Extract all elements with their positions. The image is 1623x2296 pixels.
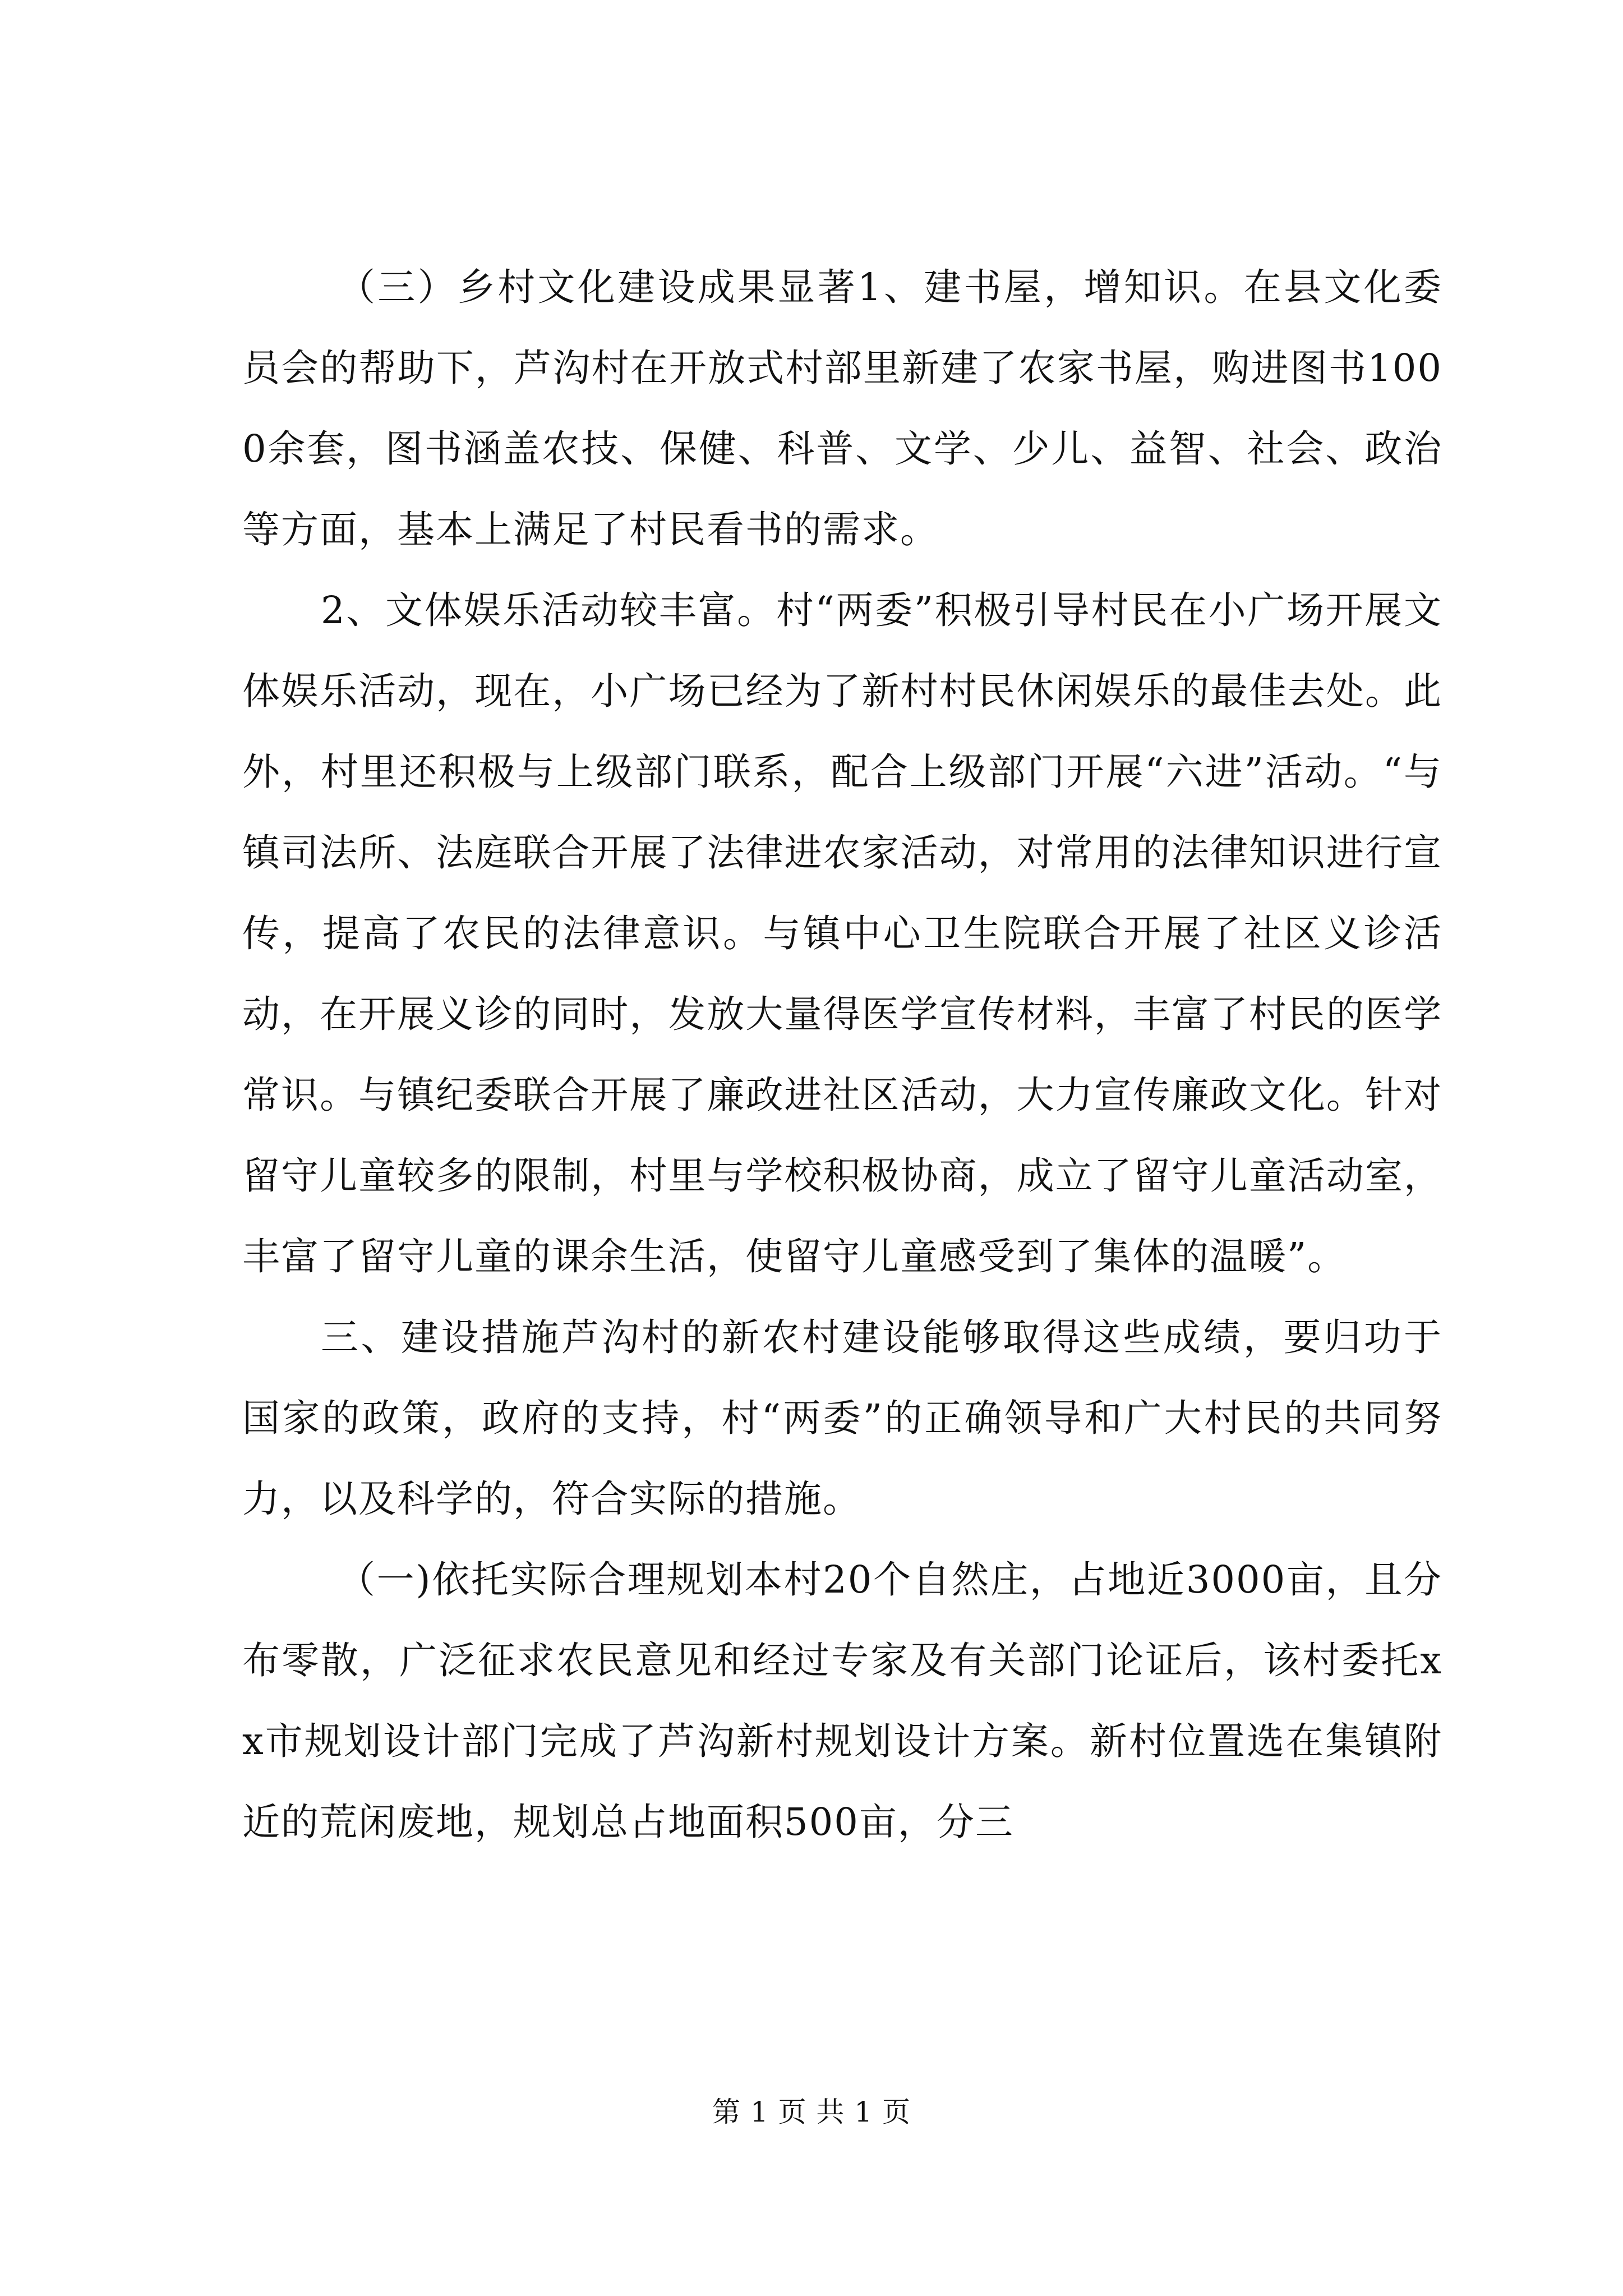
paragraph-recreation-activities: 2、文体娱乐活动较丰富。村“两委”积极引导村民在小广场开展文体娱乐活动，现在，小广场已经为了新村村民休闲娱乐的最佳去处。此外，村里还积极与上级部门联系，配合上级部门开展“六进”活动。“与镇司法所、法庭联合开展了法律进农家活动，对常用的法律知识进行宣传，提高了农民的法律意识。与镇中心卫生院联合开展了社区义诊活动，在开展义诊的同时，发放大量得医学宣传材料，丰富了村民的医学常识。与镇纪委联合开展了廉政进社区活动，大力宣传廉政文化。针对留守儿童较多的限制，村里与学校积极协商，成立了留守儿童活动室，丰富了留守儿童的课余生活，使留守儿童感受到了集体的温暖”。 [242,588,1442,1278]
paragraph-cultural-construction: （三）乡村文化建设成果显著1、建书屋，增知识。在县文化委员会的帮助下，芦沟村在开放式村部里新建了农家书屋，购进图书1000余套，图书涵盖农技、保健、科普、文学、少儿、益智、社会、政治等方面，基本上满足了村民看书的需求。 [242,265,1442,551]
paragraph-construction-measures: 三、建设措施芦沟村的新农村建设能够取得这些成绩，要归功于国家的政策，政府的支持，村“两委”的正确领导和广大村民的共同努力，以及科学的，符合实际的措施。 [242,1315,1442,1521]
paragraph-planning: （一)依托实际合理规划本村20个自然庄，占地近3000亩，且分布零散，广泛征求农民意见和经过专家及有关部门论证后，该村委托xx市规划设计部门完成了芦沟新村规划设计方案。新村位置选在集镇附近的荒闲废地，规划总占地面积500亩，分三 [242,1558,1442,1844]
page-number-footer: 第 1 页 共 1 页 [712,2096,911,2128]
document-body [242,247,1442,1862]
